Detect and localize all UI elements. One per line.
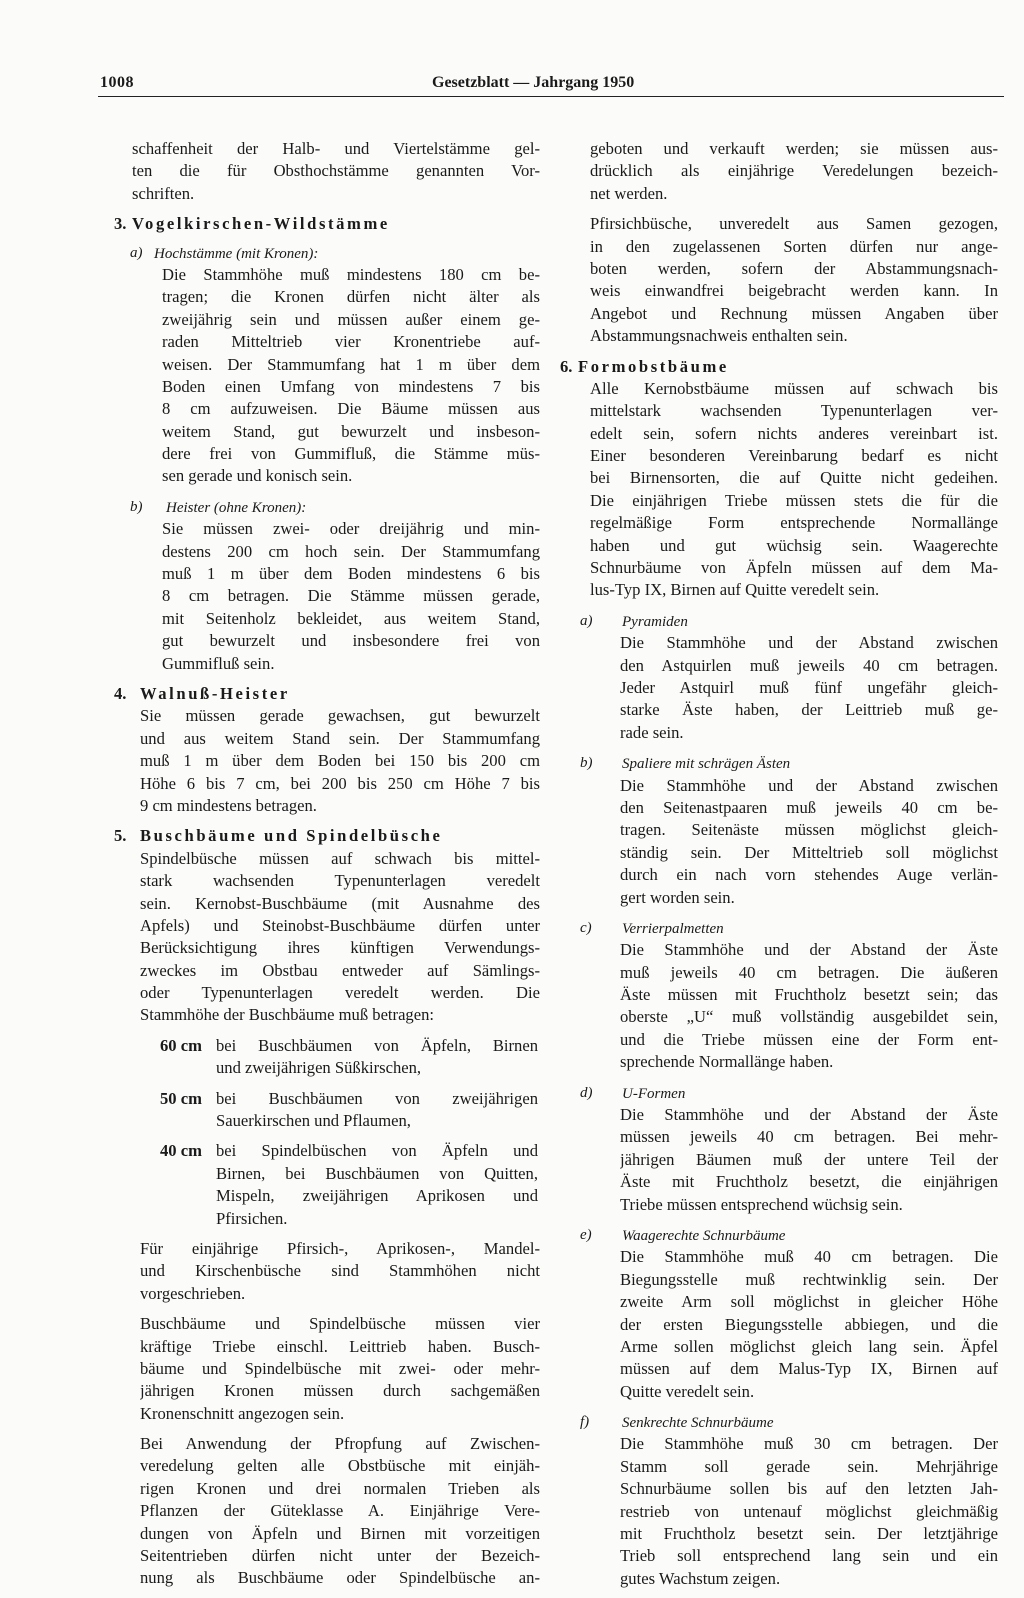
header-rule	[98, 96, 1004, 97]
text-line: gutes Wachstum zeigen.	[620, 1568, 781, 1588]
text-line: mit Seitenholz bekleidet, aus weitem Stand,	[162, 608, 540, 628]
text-line: Jeder Astquirl muß fünf ungefähr gleich-	[620, 677, 998, 697]
section-6e: e) Waagerechte Schnurbäume Die Stammhöhe muß 40 cm betragen. Die Biegungsstelle muß rechtwinklig sein. Der zweite Arm soll möglichst in gleicher Höhe der ersten Biegungsstelle abbiegen, und die Arme sollen möglichst gleich lang sein. Äpfel müssen auf dem Malus-Typ IX, Birnen auf Quitte veredelt sein.	[578, 1224, 998, 1403]
text-line: zweckes im Obstbau entweder auf Sämlings-	[140, 960, 540, 980]
text-line: Die Stammhöhe muß 40 cm betragen. Die	[620, 1247, 998, 1267]
text-line: gut bewurzelt und insbesondere frei von	[162, 631, 540, 651]
text-line: muß 1 m über dem Boden mindestens 6 bis	[162, 564, 540, 584]
text-line: Triebe müssen entsprechend wüchsig sein.	[620, 1194, 903, 1214]
text-line: Angebot und Rechnung müssen Angaben über	[590, 303, 998, 323]
journal-title: Gesetzblatt — Jahrgang 1950	[432, 74, 635, 91]
text-line: Apfels) und Steinobst-Buschbäume dürfen unter	[140, 915, 540, 935]
section-3a	[130, 242, 540, 488]
text-line: destens 200 cm hoch sein. Der Stammumfang	[162, 541, 540, 561]
text-line: mit Fruchtholz besetzt sein. Der letztjährige	[620, 1524, 998, 1544]
page-header	[0, 74, 1024, 104]
text-line: zweite Arm soll möglichst in gleicher Höhe	[620, 1292, 998, 1312]
left-column	[114, 138, 540, 1598]
text-line: Arme sollen möglichst gleich lang sein. Äpfel	[620, 1336, 998, 1356]
text-line: tragen. Seitenäste müssen möglichst gleich-	[620, 820, 998, 840]
section-3b	[130, 496, 540, 675]
text-line: weisen. Der Stammumfang hat 1 m über dem	[162, 354, 540, 374]
text-line: geboten und verkauft werden; sie müssen aus-	[590, 139, 998, 158]
text-line: und aus weitem Stand sein. Der Stammumfang	[140, 728, 540, 748]
text-line: Mispeln, zweijährigen Aprikosen und	[216, 1186, 538, 1206]
text-line: Bei Anwendung der Pfropfung auf Zwischen-	[140, 1434, 540, 1454]
text-line: stark wachsenden Typenunterlagen veredelt	[140, 871, 540, 891]
section-6b: b) Spaliere mit schrägen Ästen Die Stammhöhe und der Abstand zwischen den Seitenastpaaren muß jeweils 40 cm be- tragen. Seitenäste müssen möglichst gleich- ständig sein. Der Mitteltrieb soll möglichst durch ein nach vorn stehendes Auge verlän- gert worden sein.	[578, 752, 998, 909]
text-line: sein. Kernobst-Buschbäume (mit Ausnahme des	[140, 893, 540, 913]
text-line: jährigen Bäumen muß der untere Teil der	[620, 1149, 998, 1169]
text-line: Alle Kernobstbäume müssen auf schwach bis	[590, 378, 998, 398]
section-4-number: 4.	[114, 683, 127, 703]
text-line: Sie müssen zwei- oder dreijährig und min-	[162, 519, 540, 539]
section-4-heading: 4. Walnuß-Heister	[132, 683, 540, 705]
text-line: 8 cm betragen. Die Stämme müssen gerade,	[162, 586, 540, 606]
text-line: Trieb soll entsprechend lang sein und ein	[620, 1546, 998, 1566]
text-line: 8 cm aufzuweisen. Die Bäume müssen aus	[162, 399, 540, 419]
section-6f: f) Senkrechte Schnurbäume Die Stammhöhe muß 30 cm betragen. Der Stamm soll gerade sein. Mehrjährige Schnurbäume sollen bis auf den letzten Jah- restrieb von untenauf möglichst gleichmäßig mit Fruchtholz besetzt sein. Der letztjährige Trieb soll entsprechend lang sein und ein gutes Wachstum zeigen.	[578, 1411, 998, 1590]
section-6c: c) Verrierpalmetten Die Stammhöhe und der Abstand der Äste muß jeweils 40 cm betragen. Die äußeren Äste müssen mit Fruchtholz besetzt sein; das oberste „U“ muß vollständig ausgebildet sein, und die Triebe müssen eine der Form ent- sprechende Normallänge haben.	[578, 917, 998, 1074]
text-line: sprechende Normallänge haben.	[620, 1052, 834, 1072]
text-line: bei Birnensorten, die auf Quitte nicht gedeihen.	[590, 468, 998, 488]
text-line: Abstammungsnachweis enthalten sein.	[590, 326, 848, 346]
left-intro	[132, 138, 540, 205]
text-line: Kronenschnitt angezogen sein.	[140, 1403, 345, 1423]
text-line: durch ein nach vorn stehendes Auge verlän-	[620, 865, 998, 885]
text-line: und die Triebe müssen eine der Form ent-	[620, 1029, 998, 1049]
text-line: Einer besonderen Vereinbarung bedarf es nicht	[590, 446, 998, 466]
text-line: oder Typenunterlagen veredelt werden. Die	[140, 983, 540, 1003]
right-column	[560, 138, 998, 1598]
text-line: tragen; die Kronen dürfen nicht älter als	[162, 287, 540, 307]
text-line: boten werden, sofern der Abstammungsnach-	[590, 258, 998, 278]
text-line: schaffenheit der Halb- und Viertelstämme gel-	[132, 139, 540, 158]
text-line: restrieb von untenauf möglichst gleichmäßig	[620, 1501, 998, 1521]
text-line: haben und gut wüchsig sein. Waagerechte	[590, 535, 998, 555]
text-line: Äste müssen mit Fruchtholz besetzt sein; das	[620, 985, 998, 1005]
text-line: muß 1 m über dem Boden bei 150 bis 200 cm	[140, 751, 540, 771]
pfirsich-paragraph	[590, 213, 998, 347]
text-line: Biegungsstelle muß rechtwinklig sein. Der	[620, 1269, 998, 1289]
section-3-number: 3.	[114, 214, 127, 234]
right-intro	[590, 138, 998, 205]
text-line: Pfirsichen.	[216, 1208, 288, 1228]
text-line: schriften.	[132, 183, 195, 203]
text-line: in den zugelassenen Sorten dürfen nur ange-	[590, 236, 998, 256]
text-line: weitem Stand, gut bewurzelt und insbeson-	[162, 421, 540, 441]
section-6-number: 6.	[560, 356, 573, 376]
section-3b-text	[162, 518, 540, 675]
section-6-text	[590, 378, 998, 602]
text-line: Spindelbüsche müssen auf schwach bis mittel-	[140, 848, 540, 868]
text-line: zweijährig sein und müssen außer einem ge-	[162, 309, 540, 329]
section-5-text	[140, 848, 540, 1027]
text-line: bäume und Spindelbüsche mit zwei- oder mehr-	[140, 1358, 540, 1378]
text-line: 9 cm mindestens betragen.	[140, 795, 317, 815]
text-line: nung als Buschbäume oder Spindelbüsche an-	[140, 1568, 540, 1588]
text-line: veredelung gelten alle Obstbüsche mit einjäh-	[140, 1456, 540, 1476]
text-line: muß jeweils 40 cm betragen. Die äußeren	[620, 962, 998, 982]
text-line: Stamm soll gerade sein. Mehrjährige	[620, 1456, 998, 1476]
text-line: Seitentrieben dürfen nicht unter der Bezeich-	[140, 1546, 540, 1566]
height-40cm: 40 cm bei Spindelbüschen von Äpfeln und Birnen, bei Buschbäumen von Quitten, Mispeln, zweijährigen Aprikosen und Pfirsichen.	[160, 1140, 540, 1230]
text-line: Die Stammhöhe und der Abstand der Äste	[620, 1105, 998, 1125]
text-line: kräftige Triebe einschl. Leittrieb haben. Busch-	[140, 1336, 540, 1356]
text-line: Die Stammhöhe muß mindestens 180 cm be-	[162, 264, 540, 284]
text-line: müssen jeweils 40 cm betragen. Bei mehr-	[620, 1127, 998, 1147]
text-line: dungen von Äpfeln und Birnen mit vorzeitigen	[140, 1523, 540, 1543]
section-5-p4	[140, 1433, 540, 1590]
text-line: oberste „U“ muß vollständig ausgebildet sein,	[620, 1007, 998, 1027]
text-line: Schnurbäume von Äpfeln müssen auf dem Ma-	[590, 558, 998, 578]
text-line: Boden einen Umfang von mindestens 7 bis	[162, 376, 540, 396]
text-line: Stammhöhe der Buschbäume muß betragen:	[140, 1005, 435, 1025]
section-5-number: 5.	[114, 826, 127, 846]
section-4-text	[140, 705, 540, 817]
text-line: weis einwandfrei beigebracht werden kann. In	[590, 281, 998, 301]
text-line: Die Stammhöhe und der Abstand der Äste	[620, 940, 998, 960]
text-line: dere frei von Gummifluß, die Stämme müs-	[162, 444, 540, 464]
text-line: der ersten Biegungsstelle abbiegen, und die	[620, 1314, 998, 1334]
text-line: edelt sein, sofern nichts anderes vereinbart ist.	[590, 423, 998, 443]
text-line: Sie müssen gerade gewachsen, gut bewurzelt	[140, 706, 540, 726]
page-number: 1008	[100, 74, 134, 91]
text-line: Quitte veredelt sein.	[620, 1381, 755, 1401]
text-line: ständig sein. Der Mitteltrieb soll möglichst	[620, 842, 998, 862]
text-line: lus-Typ IX, Birnen auf Quitte veredelt sein.	[590, 580, 880, 600]
text-line: rigen Kronen und drei normalen Trieben als	[140, 1478, 540, 1498]
text-line: Für einjährige Pfirsich-, Aprikosen-, Mandel-	[140, 1238, 540, 1258]
text-line: den Astquirlen muß jeweils 40 cm betragen.	[620, 655, 998, 675]
section-6a: a) Pyramiden Die Stammhöhe und der Abstand zwischen den Astquirlen muß jeweils 40 cm betragen. Jeder Astquirl muß fünf ungefähr gleich- starke Äste haben, der Leittrieb muß ge- rade sein.	[578, 610, 998, 744]
section-5-p3	[140, 1313, 540, 1425]
text-line: Pfirsichbüsche, unveredelt aus Samen gezogen,	[590, 214, 998, 234]
section-3-heading: 3. Vogelkirschen-Wildstämme	[132, 213, 540, 235]
section-6d: d) U-Formen Die Stammhöhe und der Abstand der Äste müssen jeweils 40 cm betragen. Bei mehr- jährigen Bäumen muß der untere Teil der Äste mit Fruchtholz besetzt, die einjährigen Triebe müssen entsprechend wüchsig sein.	[578, 1082, 998, 1216]
text-line: bei Spindelbüschen von Äpfeln und	[216, 1141, 538, 1161]
text-line: vorgeschrieben.	[140, 1283, 246, 1303]
text-line: raden Mitteltrieb vier Kronentriebe auf-	[162, 332, 540, 352]
text-line: ten die für Obsthochstämme genannten Vor-	[132, 161, 540, 181]
section-3a-text	[162, 264, 540, 488]
section-3a-title: Hochstämme (mit Kronen):	[154, 245, 319, 262]
section-3b-title: Heister (ohne Kronen):	[166, 499, 307, 516]
text-line: müssen auf dem Malus-Typ IX, Birnen auf	[620, 1359, 998, 1379]
text-line: Schnurbäume sollen bis auf den letzten Jah-	[620, 1479, 998, 1499]
text-line: jährigen Kronen müssen durch sachgemäßen	[140, 1381, 540, 1401]
section-6-heading: 6. Formobstbäume	[578, 356, 998, 378]
text-line: net werden.	[590, 183, 668, 203]
text-line: starke Äste haben, der Leittrieb muß ge-	[620, 700, 998, 720]
text-line: Pflanzen der Güteklasse A. Einjährige Vere-	[140, 1501, 540, 1521]
height-60cm: 60 cm bei Buschbäumen von Äpfeln, Birnen und zweijährigen Süßkirschen,	[160, 1035, 540, 1080]
text-line: Die Stammhöhe muß 30 cm betragen. Der	[620, 1434, 998, 1454]
text-line: sen gerade und konisch sein.	[162, 466, 353, 486]
text-line: rade sein.	[620, 722, 684, 742]
text-line: bei Buschbäumen von zweijährigen	[216, 1088, 538, 1108]
text-line: mittelstark wachsenden Typenunterlagen ver-	[590, 401, 998, 421]
text-line: Birnen, bei Buschbäumen von Quitten,	[216, 1163, 538, 1183]
text-line: Gummifluß sein.	[162, 653, 275, 673]
text-line: Sauerkirschen und Pflaumen,	[216, 1111, 411, 1131]
text-line: Die Stammhöhe und der Abstand zwischen	[620, 633, 998, 653]
height-50cm: 50 cm bei Buschbäumen von zweijährigen Sauerkirschen und Pflaumen,	[160, 1088, 540, 1133]
text-line: bei Buschbäumen von Äpfeln, Birnen	[216, 1035, 538, 1055]
text-line: und Kirschenbüsche sind Stammhöhen nicht	[140, 1261, 540, 1281]
text-line: Buschbäume und Spindelbüsche müssen vier	[140, 1314, 540, 1334]
text-line: Berücksichtigung ihres künftigen Verwendungs-	[140, 938, 540, 958]
text-line: gert worden sein.	[620, 887, 735, 907]
section-3a-label: a)	[130, 244, 143, 261]
section-3b-label: b)	[130, 498, 143, 515]
text-line: Höhe 6 bis 7 cm, bei 200 bis 250 cm Höhe 7 bis	[140, 773, 540, 793]
section-5-p2	[140, 1238, 540, 1305]
text-line: regelmäßige Form entsprechende Normallänge	[590, 513, 998, 533]
section-5-heading: 5. Buschbäume und Spindelbüsche	[132, 825, 540, 847]
text-line: Die einjährigen Triebe müssen stets die für die	[590, 490, 998, 510]
text-line: Die Stammhöhe und der Abstand zwischen	[620, 775, 998, 795]
text-line: Äste mit Fruchtholz besetzt, die einjährigen	[620, 1172, 998, 1192]
text-line: drücklich als einjährige Veredelungen bezeich-	[590, 161, 998, 181]
text-line: den Seitenastpaaren muß jeweils 40 cm be-	[620, 797, 998, 817]
text-line: und zweijährigen Süßkirschen,	[216, 1058, 422, 1078]
